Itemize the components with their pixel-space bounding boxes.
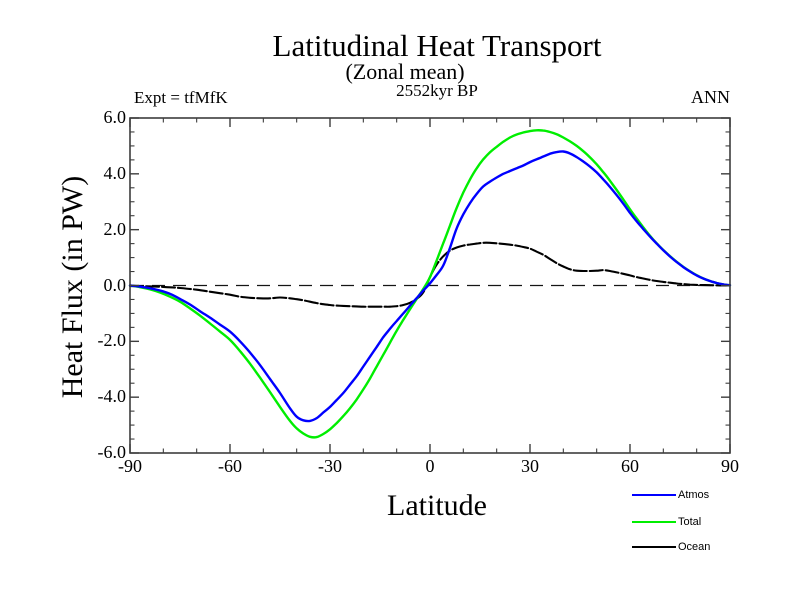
legend-label-atmos: Atmos bbox=[678, 489, 710, 501]
y-axis-title: Heat Flux (in PW) bbox=[56, 175, 89, 399]
x-tick-label: -60 bbox=[218, 456, 242, 476]
chart-title: Latitudinal Heat Transport bbox=[272, 28, 602, 63]
legend-label-ocean: Ocean bbox=[678, 541, 711, 553]
x-axis-title: Latitude bbox=[387, 489, 487, 522]
y-tick-label: -4.0 bbox=[97, 386, 126, 407]
y-tick-label: -6.0 bbox=[97, 442, 126, 462]
legend-label-total: Total bbox=[678, 516, 702, 528]
x-tick-label: -30 bbox=[318, 456, 342, 476]
x-tick-label: 60 bbox=[621, 456, 639, 476]
x-tick-label: -90 bbox=[118, 456, 142, 476]
y-tick-label: -2.0 bbox=[97, 330, 126, 351]
time-label: 2552kyr BP bbox=[396, 81, 478, 100]
season-label: ANN bbox=[691, 87, 730, 107]
x-tick-label: 90 bbox=[721, 456, 739, 476]
y-tick-label: 2.0 bbox=[103, 218, 126, 239]
y-tick-label: 4.0 bbox=[103, 162, 126, 183]
chart-subtitle: (Zonal mean) bbox=[345, 59, 465, 84]
x-tick-label: 30 bbox=[521, 456, 539, 476]
experiment-label: Expt = tfMfK bbox=[134, 88, 228, 107]
x-tick-label: 0 bbox=[425, 456, 435, 476]
y-tick-label: 6.0 bbox=[103, 107, 126, 127]
y-tick-label: 0.0 bbox=[103, 274, 126, 295]
